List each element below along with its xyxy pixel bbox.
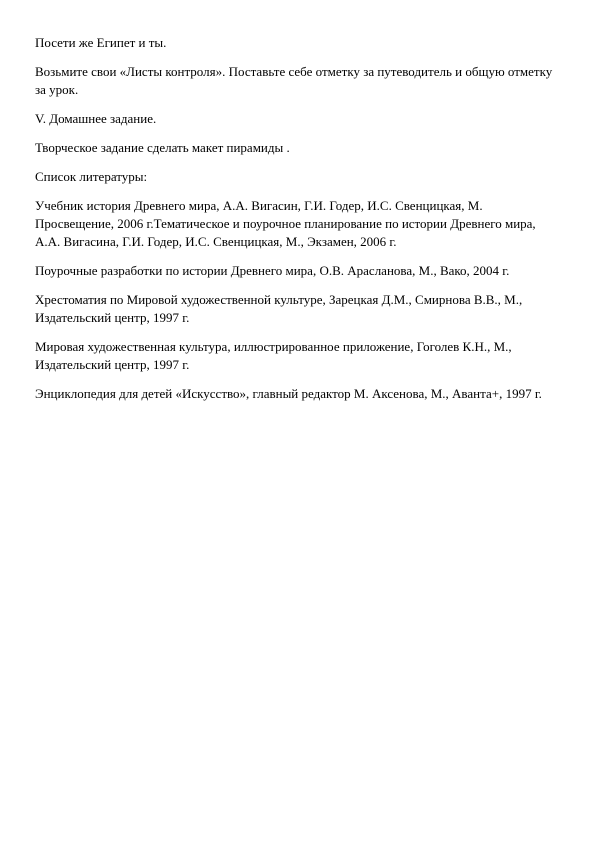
bibliography-heading: Список литературы: xyxy=(35,169,148,184)
creative-task: Творческое задание сделать макет пирамиды . xyxy=(35,140,290,155)
homework-heading: V. Домашнее задание. xyxy=(35,111,157,126)
bibliography-item: Поурочные разработки по истории Древнего мира, О.В. Арасланова, М., Вако, 2004 г. xyxy=(35,263,510,278)
bibliography-item: Учебник история Древнего мира, А.А. Вигасин, Г.И. Годер, И.С. Свенцицкая, М. Просвещение, 2006 г.Тематическое и поурочное планирование по истории Древнего мира, А.А. Вигасина, Г.И. Годер, И.С. Свенцицкая, М., Экзамен, 2006 г. xyxy=(35,198,536,249)
document-body xyxy=(35,34,560,414)
closing-sentence: Посети же Египет и ты. xyxy=(35,35,167,50)
bibliography-item: Мировая художественная культура, иллюстрированное приложение, Гоголев К.Н., М., Издательский центр, 1997 г. xyxy=(35,339,512,372)
bibliography-item: Энциклопедия для детей «Искусство», главный редактор М. Аксенова, М., Аванта+, 1997 г. xyxy=(35,386,542,401)
bibliography-item: Хрестоматия по Мировой художественной культуре, Зарецкая Д.М., Смирнова В.В., М., Издательский центр, 1997 г. xyxy=(35,292,523,325)
control-sheet-instruction: Возьмите свои «Листы контроля». Поставьте себе отметку за путеводитель и общую отметку за урок. xyxy=(35,64,553,97)
